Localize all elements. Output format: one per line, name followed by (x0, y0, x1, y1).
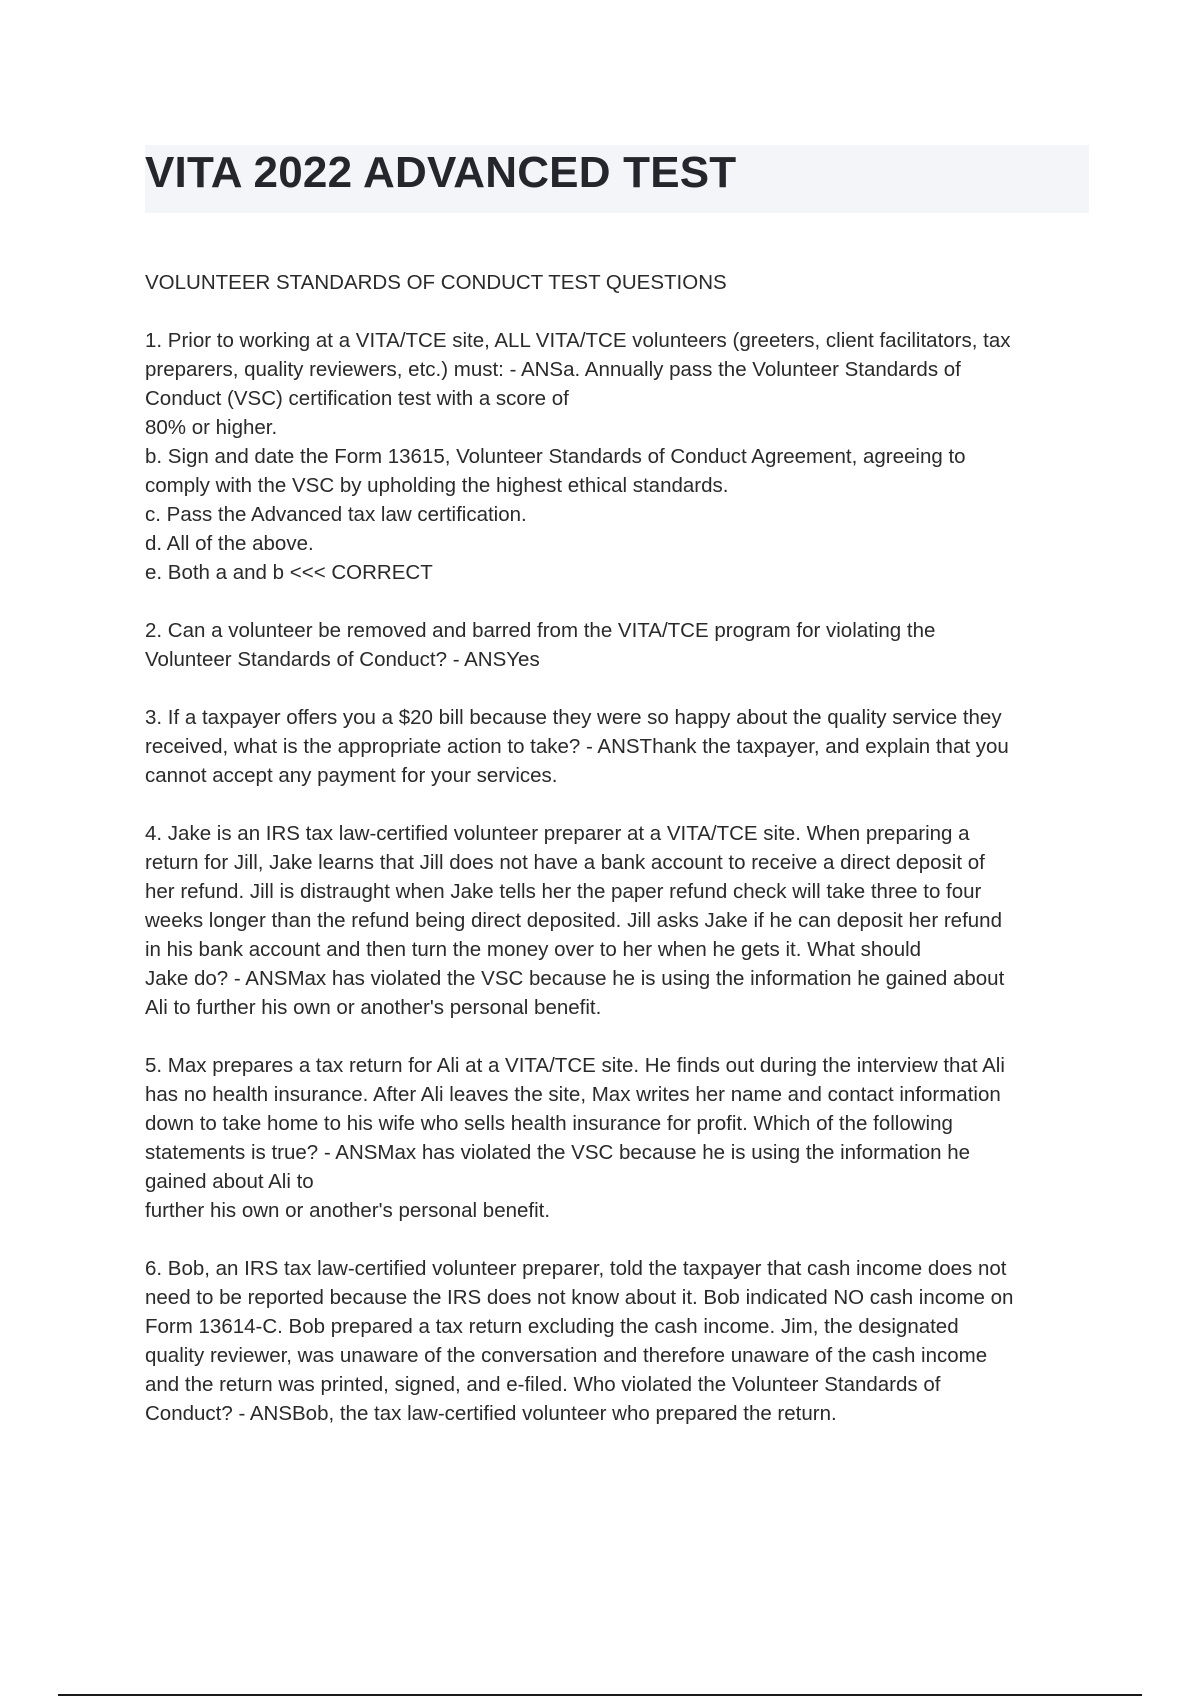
question-6 (145, 1254, 1095, 1428)
question-line: down to take home to his wife who sells health insurance for profit. Which of the following (145, 1112, 953, 1135)
question-2 (145, 616, 1095, 674)
question-5 (145, 1051, 1095, 1225)
question-4 (145, 819, 1095, 1022)
question-line: Conduct (VSC) certification test with a score of (145, 387, 569, 410)
question-line: further his own or another's personal benefit. (145, 1199, 551, 1222)
question-line: e. Both a and b <<< CORRECT (145, 561, 433, 584)
question-line: c. Pass the Advanced tax law certification. (145, 503, 527, 526)
question-line: b. Sign and date the Form 13615, Volunteer Standards of Conduct Agreement, agreeing to (145, 445, 966, 468)
footer-divider (58, 1694, 1142, 1696)
question-line: gained about Ali to (145, 1170, 314, 1193)
question-3 (145, 703, 1095, 790)
question-line: 6. Bob, an IRS tax law-certified volunteer preparer, told the taxpayer that cash income does not (145, 1257, 1007, 1280)
question-line: her refund. Jill is distraught when Jake tells her the paper refund check will take three to four (145, 880, 982, 903)
section-subtitle: VOLUNTEER STANDARDS OF CONDUCT TEST QUESTIONS (145, 271, 727, 294)
question-line: preparers, quality reviewers, etc.) must: - ANSa. Annually pass the Volunteer Standards of (145, 358, 961, 381)
document-title: VITA 2022 ADVANCED TEST (145, 148, 737, 197)
question-line: 4. Jake is an IRS tax law-certified volunteer preparer at a VITA/TCE site. When preparing a (145, 822, 970, 845)
question-line: Ali to further his own or another's personal benefit. (145, 996, 602, 1019)
question-line: return for Jill, Jake learns that Jill does not have a bank account to receive a direct deposit of (145, 851, 985, 874)
question-line: 5. Max prepares a tax return for Ali at a VITA/TCE site. He finds out during the interview that Ali (145, 1054, 1005, 1077)
question-line: weeks longer than the refund being direct deposited. Jill asks Jake if he can deposit her refund (145, 909, 1002, 932)
question-line: received, what is the appropriate action to take? - ANSThank the taxpayer, and explain that you (145, 735, 1009, 758)
question-line: 2. Can a volunteer be removed and barred from the VITA/TCE program for violating the (145, 619, 936, 642)
question-line: has no health insurance. After Ali leaves the site, Max writes her name and contact information (145, 1083, 1001, 1106)
question-line: and the return was printed, signed, and e-filed. Who violated the Volunteer Standards of (145, 1373, 941, 1396)
question-line: Volunteer Standards of Conduct? - ANSYes (145, 648, 540, 671)
question-line: need to be reported because the IRS does not know about it. Bob indicated NO cash income on (145, 1286, 1014, 1309)
question-1 (145, 326, 1095, 587)
question-line: d. All of the above. (145, 532, 314, 555)
question-line: in his bank account and then turn the money over to her when he gets it. What should (145, 938, 922, 961)
question-line: 1. Prior to working at a VITA/TCE site, ALL VITA/TCE volunteers (greeters, client facilitators, tax (145, 329, 1011, 352)
question-line: Form 13614-C. Bob prepared a tax return excluding the cash income. Jim, the designated (145, 1315, 959, 1338)
question-line: Jake do? - ANSMax has violated the VSC because he is using the information he gained about (145, 967, 1005, 990)
question-line: statements is true? - ANSMax has violated the VSC because he is using the information he (145, 1141, 970, 1164)
question-line: 3. If a taxpayer offers you a $20 bill because they were so happy about the quality service they (145, 706, 1002, 729)
question-line: quality reviewer, was unaware of the conversation and therefore unaware of the cash income (145, 1344, 988, 1367)
question-line: 80% or higher. (145, 416, 278, 439)
question-line: comply with the VSC by upholding the highest ethical standards. (145, 474, 729, 497)
document-body (145, 268, 1095, 1457)
question-line: Conduct? - ANSBob, the tax law-certified volunteer who prepared the return. (145, 1402, 837, 1425)
question-line: cannot accept any payment for your services. (145, 764, 558, 787)
